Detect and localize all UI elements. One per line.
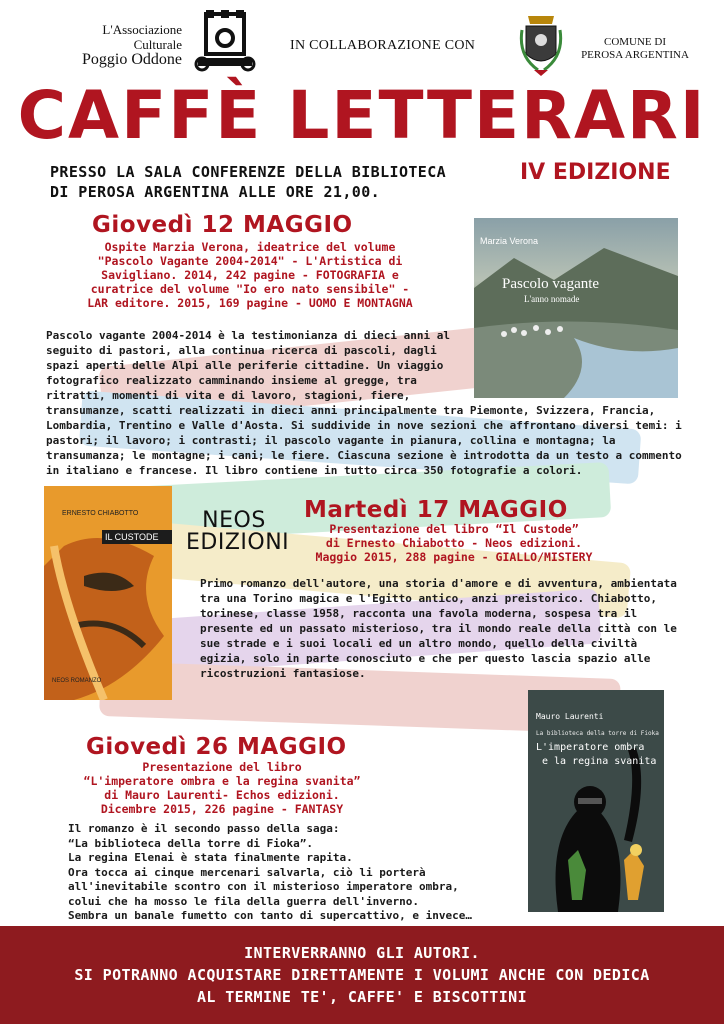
event3-line2: “L'imperatore ombra e la regina svanita” <box>83 774 361 788</box>
cover1-author: Marzia Verona <box>480 236 539 246</box>
book-cover-pascolo-vagante <box>474 218 678 398</box>
cover3-series: La biblioteca della torre di Fioka <box>536 730 659 737</box>
event1-line2: "Pascolo Vagante 2004-2014" - L'Artistica di <box>97 254 403 268</box>
cover3-author: Mauro Laurenti <box>536 712 604 721</box>
event1-description-text: Pascolo vagante 2004-2014 è la testimonianza di dieci anni al seguito di pastori, alla continua ricerca di pascoli, dagli spazi aperti delle Alpi alle periferie cittadine. Un viaggio fotografico realizzato camminando insieme al gregge, tra ritratti, momenti di vita e di lavoro, stagioni, fiere, transumanze, scatti realizzati in dieci anni principalmente tra Piemonte, Svizzera, Francia, Lombardia, Trentino e Valle d'Aosta. Si suddivide in nove sezioni che affrontano diversi temi: i pastori; il lavoro; i contrasti; il pascolo vagante in pianura, collina e montagna; la transumanza; le montagne; i cani; le fiere. Ciascuna sezione è introdotta da un testo a commento in italiano e francese. Il libro contiene in tutto circa 350 fotografie a colori. <box>46 329 682 477</box>
neos-edizioni-logo <box>186 508 290 555</box>
collaboration-text: IN COLLABORAZIONE CON <box>290 38 476 53</box>
event2-date: Martedì 17 MAGGIO <box>304 497 568 523</box>
event2-line1: Presentazione del libro “Il Custode” <box>329 522 579 536</box>
event3-body5: all'inevitabile scontro con il misterioso imperatore ombra, <box>68 880 459 893</box>
event1-date: Giovedì 12 MAGGIO <box>92 212 353 238</box>
comune-line2: PEROSA ARGENTINA <box>581 49 689 61</box>
event3-details <box>52 760 392 816</box>
event3-line3: di Mauro Laurenti- Echos edizioni. <box>104 788 340 802</box>
event3-body1: Il romanzo è il secondo passo della saga: <box>68 822 340 835</box>
footer-banner <box>0 926 724 1024</box>
shadow-emperor-illustration-icon <box>528 690 664 912</box>
comune-line1: COMUNE DI <box>603 36 667 48</box>
footer-line1: INTERVERRANNO GLI AUTORI. <box>244 944 480 962</box>
event2-line3: Maggio 2015, 288 pagine - GIALLO/MISTERY <box>315 550 593 564</box>
event1-line1: Ospite Marzia Verona, ideatrice del volume <box>104 240 396 254</box>
event3-body3: La regina Elenai è stata finalmente rapita. <box>68 851 353 864</box>
poggio-oddone-logo-icon <box>192 10 258 72</box>
cover1-title: Pascolo vagante <box>502 276 600 292</box>
association-line1: L'Associazione Culturale <box>102 22 182 52</box>
cover2-footer: NEOS ROMANZO <box>52 678 102 684</box>
venue-line1: PRESSO LA SALA CONFERENZE DELLA BIBLIOTECA <box>50 163 447 181</box>
event3-body4: Ora tocca ai cinque mercenari salvarla, ciò li porterà <box>68 865 426 879</box>
comune-name <box>580 36 690 62</box>
event1-line5: LAR editore. 2015, 169 pagine - UOMO E MONTAGNA <box>87 296 413 310</box>
event3-date: Giovedì 26 MAGGIO <box>86 734 347 760</box>
event2-details <box>284 522 624 564</box>
book-cover-imperatore-ombra <box>528 690 664 912</box>
venue-line2: DI PEROSA ARGENTINA ALLE ORE 21,00. <box>50 183 381 201</box>
event2-description: Primo romanzo dell'autore, una storia d'amore e di avventura, ambientata tra una Torino magica e l'Egitto antico, anzi preistorico. Chiabotto, torinese, classe 1958, racconta una favola moderna, sospesa tra il presente ed un passato misterioso, tra il mondo reale della città con le sue strade e i suoi locali ed un altro mondo, quello della civiltà egizia, solo in parte conosciuto e che per questo lascia spazio alle ricostruzioni fantasiose. <box>200 577 677 680</box>
event1-line3: Savigliano. 2014, 242 pagine - FOTOGRAFIA e <box>101 268 399 282</box>
event3-body2: “La biblioteca della torre di Fioka”. <box>68 836 314 850</box>
book-cover-il-custode <box>44 486 172 700</box>
cover3-title2: e la regina svanita <box>542 756 657 767</box>
cover2-author: ERNESTO CHIABOTTO <box>62 510 139 517</box>
comune-crest-icon <box>518 10 564 78</box>
association-name <box>52 22 182 67</box>
cover2-title: IL CUSTODE <box>102 530 172 544</box>
cover1-subtitle: L'anno nomade <box>524 294 580 304</box>
neos-line1: NEOS <box>202 508 266 533</box>
event3-description <box>68 822 528 924</box>
event1-line4: curatrice del volume "Io ero nato sensibile" - <box>90 282 410 296</box>
association-line2: Poggio Oddone <box>82 51 182 68</box>
event3-body6: colui che ha mosso le fila della guerra dell'inverno. <box>68 894 419 908</box>
footer-line2: SI POTRANNO ACQUISTARE DIRETTAMENTE I VOLUMI ANCHE CON DEDICA <box>74 966 650 984</box>
event2-line2: di Ernesto Chiabotto - Neos edizioni. <box>325 536 583 550</box>
venue-info <box>50 162 520 202</box>
edition-label: IV EDIZIONE <box>520 160 671 185</box>
face-illustration-icon <box>44 486 172 700</box>
event1-details <box>40 240 460 310</box>
event3-line4: Dicembre 2015, 226 pagine - FANTASY <box>100 802 344 816</box>
poster-title: CAFFÈ LETTERARI <box>17 77 707 154</box>
neos-line2: EDIZIONI <box>186 530 290 555</box>
cover3-title1: L'imperatore ombra <box>536 742 645 753</box>
footer-line3: AL TERMINE TE', CAFFE' E BISCOTTINI <box>196 988 528 1006</box>
event3-line1: Presentazione del libro <box>142 760 302 774</box>
event3-body7: Sembra un banale fumetto con tanto di supercattivo, e invece… <box>68 909 472 922</box>
